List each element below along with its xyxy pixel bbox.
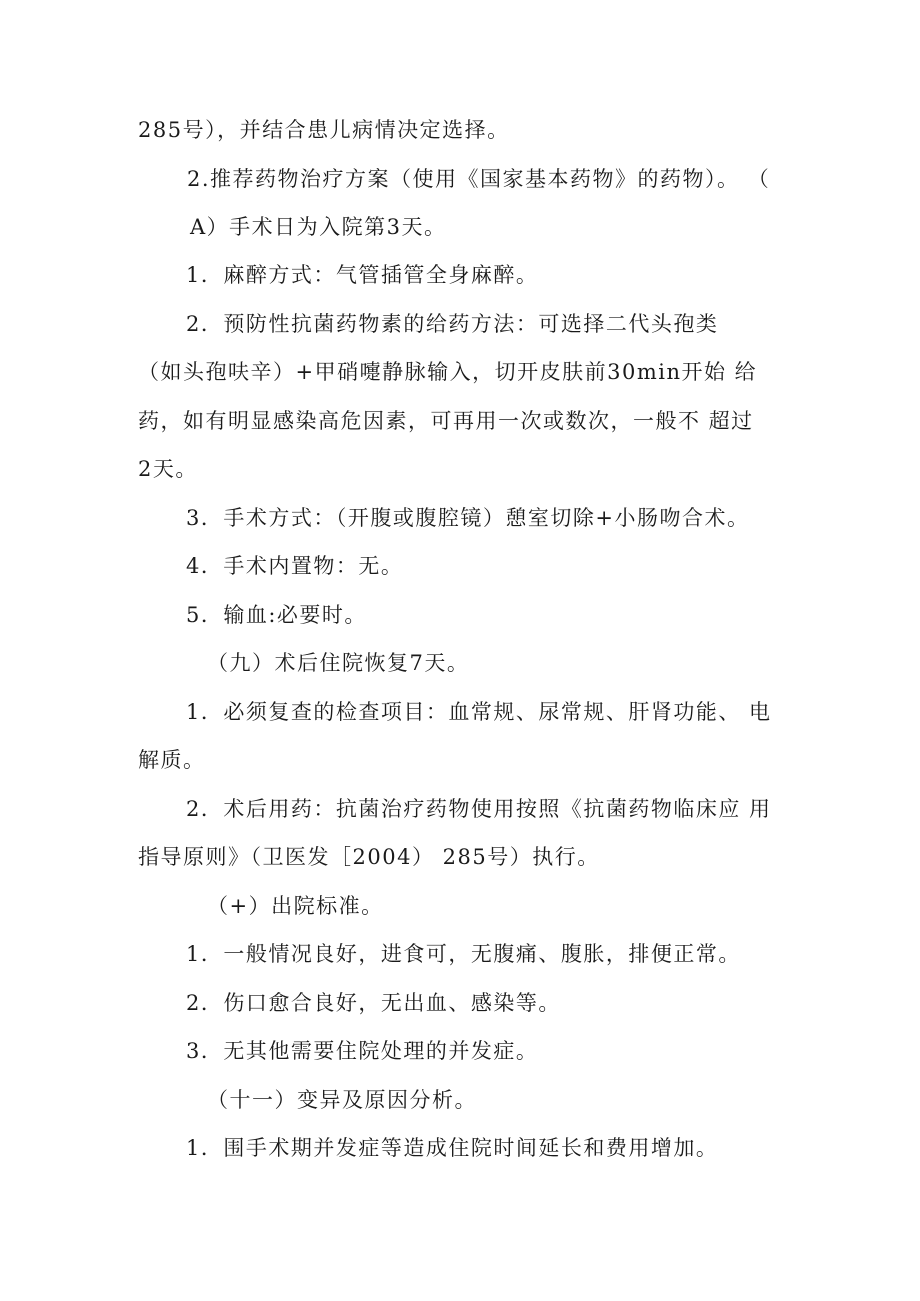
text-line-10: 4．手术内置物：无。 xyxy=(186,554,404,578)
text-line-3: A）手术日为入院第3天。 xyxy=(190,215,447,239)
text-line-20: 3．无其他需要住院处理的并发症。 xyxy=(186,1039,539,1063)
text-line-14: 解质。 xyxy=(138,748,206,772)
text-line-22: 1．围手术期并发症等造成住院时间延长和费用增加。 xyxy=(186,1136,719,1160)
text-line-13: 1．必须复查的检查项目：血常规、尿常规、肝肾功能、 电 xyxy=(186,700,772,724)
text-line-16: 指导原则》（卫医发［2004） 285号）执行。 xyxy=(138,845,600,869)
text-line-17: （+）出院标准。 xyxy=(207,894,384,918)
text-line-7: 药，如有明显感染高危因素，可再用一次或数次，一般不 超过 xyxy=(138,409,754,433)
text-line-2: 2.推荐药物治疗方案（使用《国家基本药物》的药物）。 （ xyxy=(187,167,771,191)
text-line-11: 5．输血:必要时。 xyxy=(186,603,367,627)
text-line-21: （十一）变异及原因分析。 xyxy=(207,1088,477,1112)
text-line-8: 2天。 xyxy=(138,457,198,481)
text-line-9: 3．手术方式：（开腹或腹腔镜）憩室切除+小肠吻合术。 xyxy=(186,506,750,530)
text-line-4: 1．麻醉方式：气管插管全身麻醉。 xyxy=(186,263,539,287)
text-line-15: 2．术后用药：抗菌治疗药物使用按照《抗菌药物临床应 用 xyxy=(186,797,772,821)
text-line-1: 285号），并结合患儿病情决定选择。 xyxy=(138,118,510,142)
text-line-18: 1．一般情况良好，进食可，无腹痛、腹胀，排便正常。 xyxy=(186,942,741,966)
text-line-12: （九）术后住院恢复7天。 xyxy=(207,651,470,675)
text-line-6: （如头孢呋辛）+甲硝嚏静脉输入，切开皮肤前30min开始 给 xyxy=(138,360,758,384)
text-line-5: 2．预防性抗菌药物素的给药方法：可选择二代头孢类 xyxy=(186,312,719,336)
text-line-19: 2．伤口愈合良好，无出血、感染等。 xyxy=(186,991,561,1015)
